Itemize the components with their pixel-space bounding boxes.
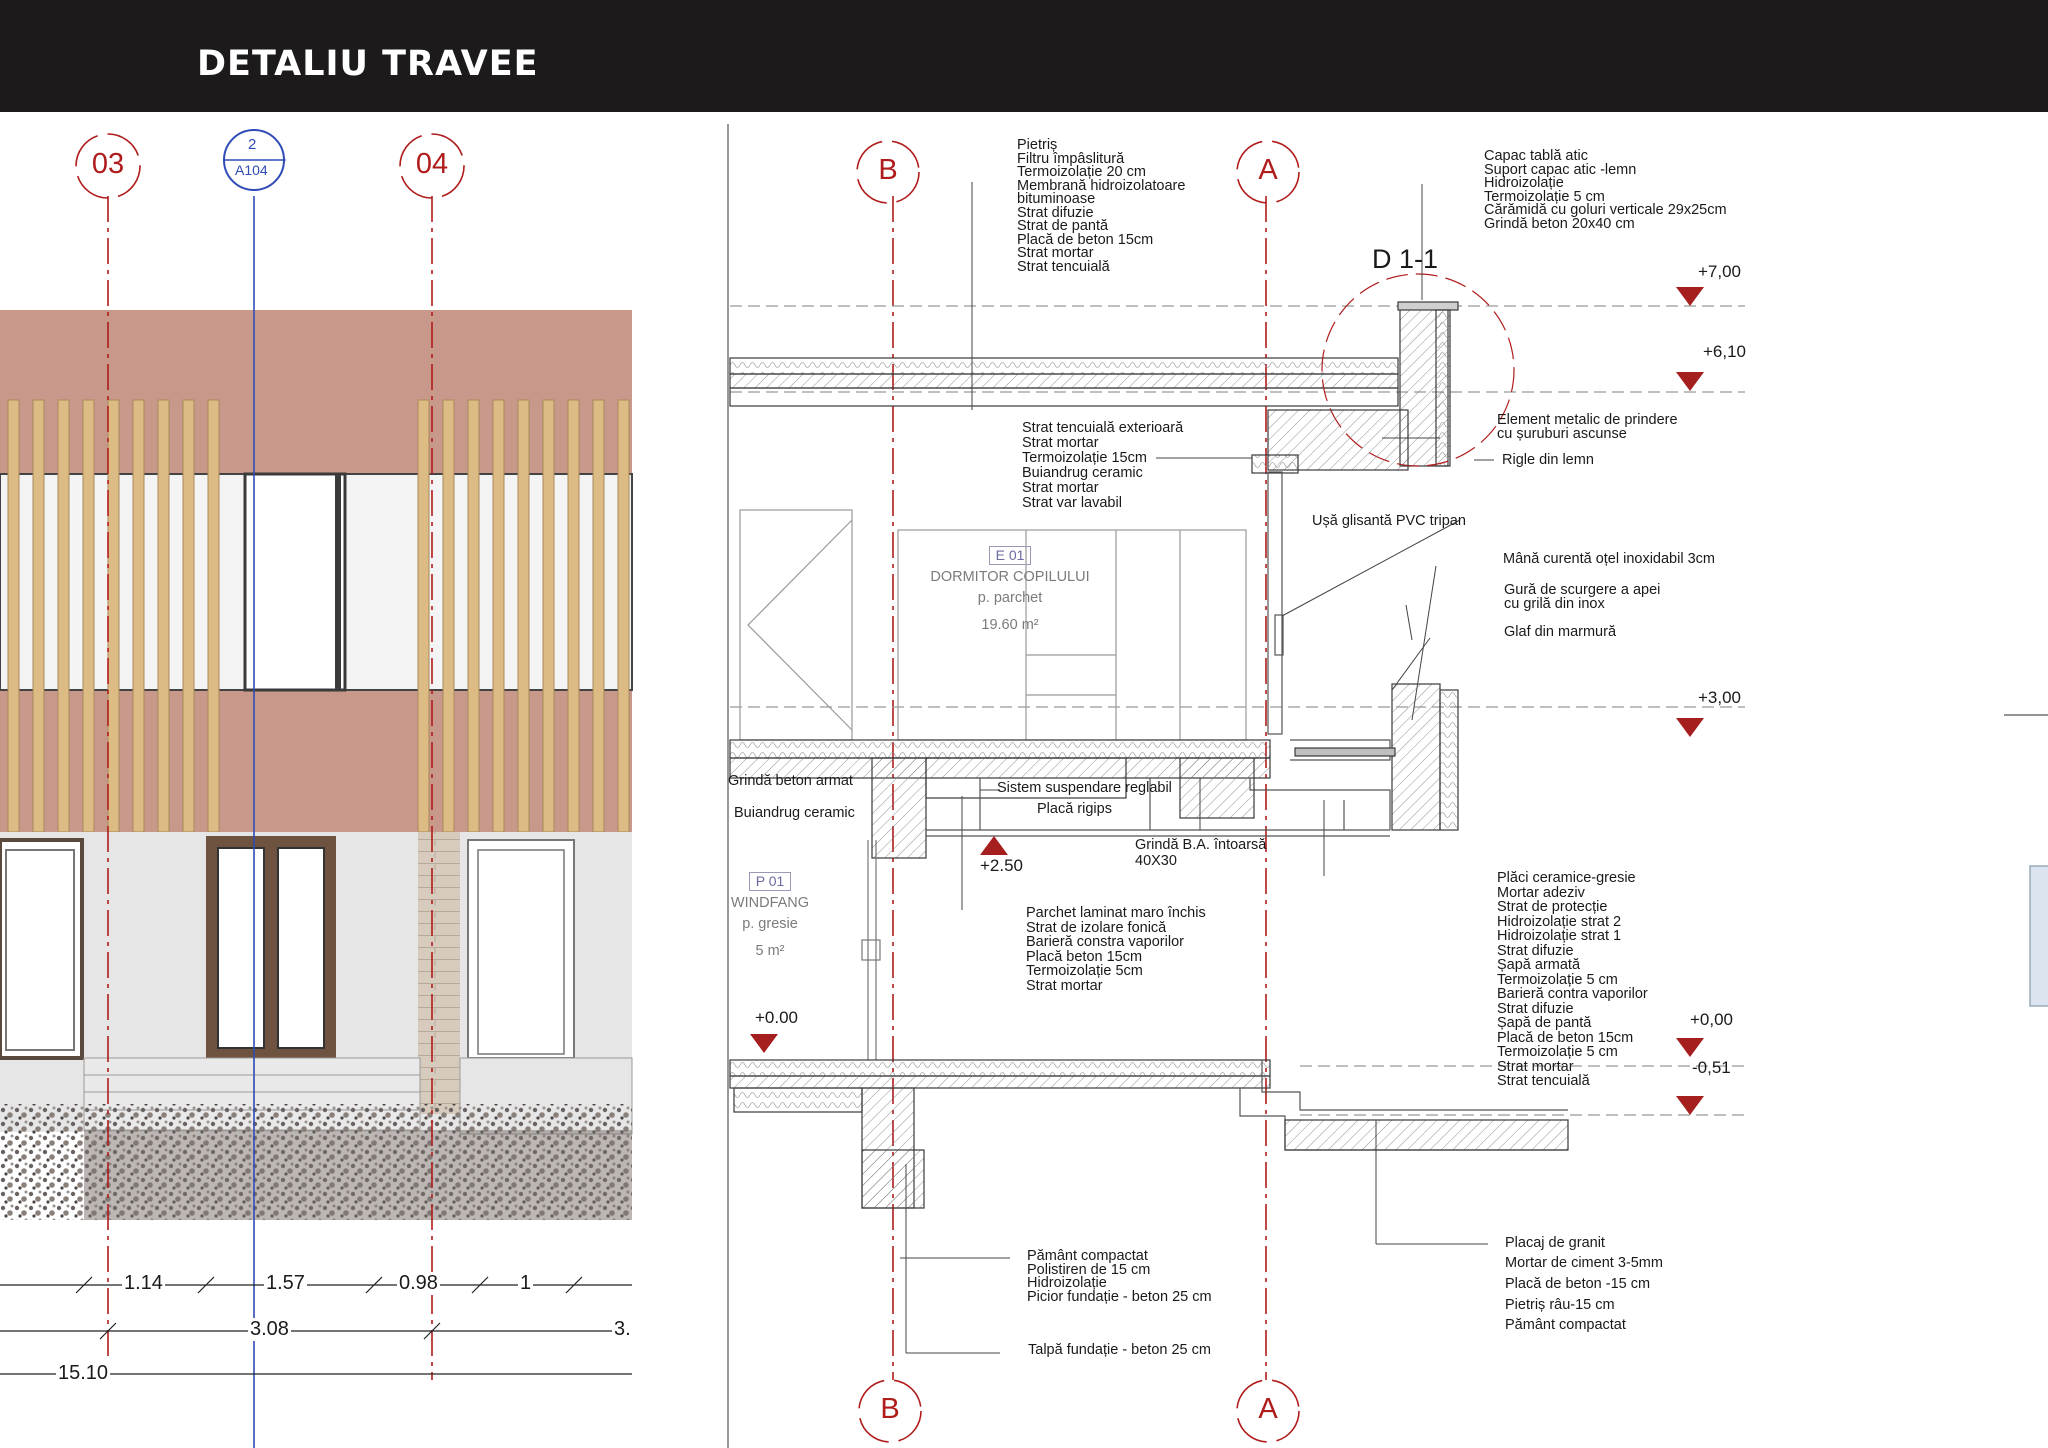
brick-pillar [418,832,460,1114]
concrete-slab-note: Placă de beton -15 cm [1505,1276,1651,1292]
wall-layers-note: Strat tencuială exterioară Strat mortar Termoizolație 15cm Buiandrug ceramic Strat mortar Strat var lavabil [1022,420,1184,511]
soil-note: Pământ compactat [1505,1317,1626,1333]
granite-note: Placaj de granit [1505,1235,1605,1251]
parapet-layers-note: Capac tablă atic Suport capac atic -lemn Hidroizolație Termoizolație 5 cm Cărămidă cu goluri verticale 29x25cm Grindă beton 20x40 cm [1484,148,1727,232]
drain-note: Gură de scurgere a apei cu grilă din inox [1504,582,1661,612]
dimension-15-10: 15.10 [58,1362,109,1384]
grid-label-b-bottom: B [880,1393,900,1425]
drywall-note: Placă rigips [1037,801,1112,817]
section-marker-sheet: A104 [235,162,268,178]
gravel-note: Pietriș râu-15 cm [1505,1297,1615,1313]
edge-object [2030,866,2048,1006]
suspension-note: Sistem suspendare reglabil [997,780,1172,796]
window-frame [245,474,345,690]
facade-elevation [0,130,632,1448]
detail-title: D 1-1 [1372,244,1439,274]
grid-label-a-top: A [1258,154,1278,186]
section-marker-number: 2 [248,136,257,153]
grid-label-03: 03 [91,148,125,180]
metal-element-note: Element metalic de prindere cu șuruburi ascunse [1497,412,1678,442]
sliding-door-note: Ușă glisantă PVC tripan [1312,513,1466,529]
level-2-50: +2.50 [980,856,1024,875]
terrace-layers-note: Plăci ceramice-gresie Mortar adeziv Strat de protecție Hidroizolație strat 2 Hidroizolație strat 1 Strat difuzie Șapă armată Termoizolație 5 cm Barieră contra vaporilor Strat difuzie Șapă de pantă Placă de beton 15cm Termoizolație 5 cm Strat mortar Strat tencuială [1497,870,1648,1089]
room-e01-area: 19.60 m² [981,617,1039,633]
handrail-note: Mână curentă oțel inoxidabil 3cm [1503,551,1715,567]
beam-note: Grindă beton armat [728,773,853,789]
wood-slats-note: Rigle din lemn [1502,452,1594,468]
dimension-lines [0,1277,632,1374]
roof-slab [730,358,1398,374]
level-0-00-left: +0.00 [755,1008,799,1027]
dimension-0-98: 0.98 [399,1272,438,1294]
room-p01-name: WINDFANG [730,895,810,911]
level-0-00-right: +0,00 [1690,1010,1734,1029]
level-minus-0-51: -0,51 [1692,1058,1731,1077]
balcony-parapet [1392,684,1440,830]
sill-note: Glaf din marmură [1504,624,1617,640]
ground-slab [730,1060,1270,1076]
dimension-1-57: 1.57 [266,1272,305,1294]
grid-label-a-bottom: A [1258,1393,1278,1425]
room-p01-area: 5 m² [755,943,785,959]
grid-label-04: 04 [415,148,449,180]
grid-label-b-top: B [878,154,898,186]
level-3-00: +3,00 [1698,688,1742,707]
room-p01-floor: p. gresie [742,916,798,932]
sliding-door [1268,472,1282,734]
reinforced-beam [872,758,926,858]
mortar-note: Mortar de ciment 3-5mm [1505,1255,1663,1271]
room-p01-code: P 01 [749,872,792,891]
level-6-10: +6,10 [1703,342,1747,361]
ceramic-lintel-note: Buiandrug ceramic [734,805,855,821]
roof-layers-note: Pietriș Filtru împâslitură Termoizolație 20 cm Membrană hidroizolatoare bituminoase Strat difuzie Strat de pantă Placă de beton 15cm Strat mortar Strat tencuială [1017,137,1186,275]
interior-door [740,510,852,740]
dimension-1: 1 [520,1272,532,1294]
dimension-3: 3. [614,1318,631,1340]
room-e01 [900,546,1120,641]
dimension-1-14: 1.14 [124,1272,163,1294]
intermediate-slab [730,740,1270,758]
foundation-layers-note: Pământ compactat Polistiren de 15 cm Hidroizolație Picior fundație - beton 25 cm [1027,1248,1212,1305]
footing-note: Talpă fundație - beton 25 cm [1028,1342,1211,1358]
floor-layers-note: Parchet laminat maro închis Strat de izolare fonică Barieră constra vaporilor Placă beton 15cm Termoizolație 5cm Strat mortar [1026,905,1206,994]
inverted-beam-note: Grindă B.A. întoarsă 40X30 [1135,837,1267,869]
room-e01-code: E 01 [989,546,1032,565]
room-e01-floor: p. parchet [977,590,1043,606]
wall-section [728,124,2048,1448]
room-p01 [720,872,820,967]
room-e01-name: DORMITOR COPILULUI [930,569,1090,585]
page-title: DETALIU TRAVEE [197,44,539,84]
level-7-00: +7,00 [1698,262,1742,281]
dimension-3-08: 3.08 [250,1318,289,1340]
